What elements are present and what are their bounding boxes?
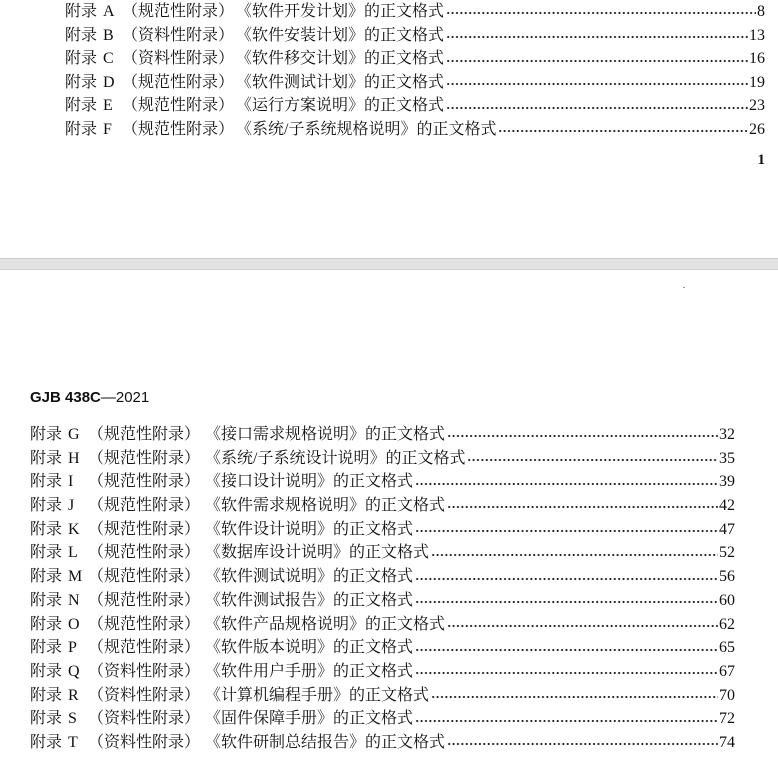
document-page-previous bbox=[0, 0, 778, 258]
appendix-letter: M bbox=[68, 568, 83, 586]
dot-leader bbox=[431, 684, 718, 708]
toc-entry-d bbox=[0, 71, 778, 95]
dot-leader bbox=[415, 589, 718, 613]
toc-entry-k bbox=[0, 518, 778, 542]
appendix-title: 《软件移交计划》的正文格式 bbox=[236, 50, 445, 68]
appendix-title: 《软件开发计划》的正文格式 bbox=[236, 3, 445, 20]
appendix-title: 《接口需求规格说明》的正文格式 bbox=[205, 426, 446, 443]
toc-title-line bbox=[205, 541, 735, 565]
appendix-type: （资料性附录） bbox=[88, 733, 201, 751]
appendix-title: 《数据库设计说明》的正文格式 bbox=[205, 544, 430, 562]
toc-title-line bbox=[205, 684, 735, 708]
toc-title-line bbox=[205, 589, 735, 613]
appendix-letter: N bbox=[68, 591, 80, 609]
appendix-letter: D bbox=[103, 73, 115, 91]
appendix-title: 《软件需求规格说明》的正文格式 bbox=[205, 497, 446, 515]
appendix-letter: A bbox=[103, 3, 115, 20]
appendix-letter: E bbox=[103, 97, 113, 115]
page-reference: 67 bbox=[719, 662, 735, 680]
appendix-label: 附录 bbox=[30, 520, 63, 538]
toc-entry-b bbox=[0, 24, 778, 48]
page-reference: 60 bbox=[719, 591, 735, 609]
page-reference: 19 bbox=[749, 73, 765, 91]
appendix-letter: F bbox=[103, 120, 112, 138]
appendix-label: 附录 bbox=[30, 449, 63, 467]
appendix-title: 《软件产品规格说明》的正文格式 bbox=[205, 615, 446, 633]
appendix-letter: L bbox=[68, 544, 78, 562]
toc-title-line bbox=[236, 118, 765, 142]
appendix-type: （规范性附录） bbox=[88, 449, 201, 467]
appendix-type: （规范性附录） bbox=[122, 97, 235, 115]
appendix-title: 《软件研制总结报告》的正文格式 bbox=[205, 733, 446, 751]
toc-title-line bbox=[205, 470, 735, 494]
dot-leader bbox=[415, 707, 718, 731]
appendix-title: 《接口设计说明》的正文格式 bbox=[205, 473, 414, 491]
appendix-letter: K bbox=[68, 520, 80, 538]
dot-leader bbox=[446, 47, 748, 71]
appendix-letter: T bbox=[68, 733, 78, 751]
toc-entry-m bbox=[0, 565, 778, 589]
dot-leader bbox=[446, 94, 748, 118]
dot-leader bbox=[415, 565, 718, 589]
appendix-type: （规范性附录） bbox=[88, 568, 201, 586]
appendix-letter: R bbox=[68, 686, 79, 704]
appendix-type: （规范性附录） bbox=[88, 497, 201, 515]
toc-title-line bbox=[205, 707, 735, 731]
appendix-title: 《软件测试报告》的正文格式 bbox=[205, 591, 414, 609]
toc-list bbox=[0, 423, 778, 755]
appendix-label: 附录 bbox=[30, 662, 63, 680]
scan-speck bbox=[683, 287, 685, 288]
page-reference: 70 bbox=[719, 686, 735, 704]
toc-entry-s bbox=[0, 707, 778, 731]
appendix-label: 附录 bbox=[30, 426, 63, 443]
dot-leader bbox=[415, 660, 718, 684]
page-number: 1 bbox=[757, 152, 765, 168]
appendix-type: （规范性附录） bbox=[122, 73, 235, 91]
toc-entry-l bbox=[0, 541, 778, 565]
appendix-letter: J bbox=[68, 497, 75, 515]
toc-title-line bbox=[236, 24, 765, 48]
toc-entry-q bbox=[0, 660, 778, 684]
page-reference: 32 bbox=[719, 426, 735, 443]
dot-leader bbox=[447, 731, 718, 755]
appendix-label: 附录 bbox=[30, 544, 63, 562]
toc-title-line bbox=[205, 423, 735, 447]
toc-title-line bbox=[205, 636, 735, 660]
page-separator bbox=[0, 258, 778, 270]
appendix-type: （规范性附录） bbox=[88, 473, 201, 491]
appendix-title: 《运行方案说明》的正文格式 bbox=[236, 97, 445, 115]
dot-leader bbox=[431, 541, 718, 565]
dot-leader bbox=[446, 0, 756, 24]
appendix-type: （规范性附录） bbox=[88, 520, 201, 538]
toc-entry-e bbox=[0, 94, 778, 118]
standard-code: GJB 438C bbox=[30, 389, 101, 406]
appendix-letter: H bbox=[68, 449, 80, 467]
toc-list bbox=[0, 0, 778, 142]
page-reference: 52 bbox=[719, 544, 735, 562]
page-reference: 56 bbox=[719, 568, 735, 586]
appendix-label: 附录 bbox=[30, 686, 63, 704]
appendix-label: 附录 bbox=[30, 591, 63, 609]
standard-code-header bbox=[30, 389, 149, 407]
toc-entry-h bbox=[0, 447, 778, 471]
toc-title-line bbox=[236, 94, 765, 118]
appendix-letter: G bbox=[68, 426, 80, 443]
dot-leader bbox=[446, 71, 748, 95]
appendix-label: 附录 bbox=[30, 473, 63, 491]
toc-title-line bbox=[205, 613, 735, 637]
dot-leader bbox=[415, 636, 718, 660]
appendix-label: 附录 bbox=[30, 497, 63, 515]
appendix-label: 附录 bbox=[30, 639, 63, 657]
appendix-label: 附录 bbox=[65, 50, 98, 68]
appendix-type: （规范性附录） bbox=[88, 426, 201, 443]
page-reference: 35 bbox=[719, 449, 735, 467]
appendix-type: （规范性附录） bbox=[88, 639, 201, 657]
dot-leader bbox=[447, 613, 718, 637]
dot-leader bbox=[447, 423, 718, 447]
appendix-title: 《系统/子系统规格说明》的正文格式 bbox=[236, 120, 497, 138]
appendix-label: 附录 bbox=[30, 568, 63, 586]
appendix-label: 附录 bbox=[30, 710, 63, 728]
dot-leader bbox=[447, 494, 718, 518]
document-page-current bbox=[0, 270, 778, 763]
toc-title-line bbox=[205, 731, 735, 755]
appendix-type: （规范性附录） bbox=[88, 615, 201, 633]
appendix-letter: O bbox=[68, 615, 80, 633]
appendix-type: （规范性附录） bbox=[88, 544, 201, 562]
appendix-letter: P bbox=[68, 639, 77, 657]
toc-title-line bbox=[205, 494, 735, 518]
page-reference: 62 bbox=[719, 615, 735, 633]
toc-entry-g bbox=[0, 423, 778, 447]
appendix-title: 《软件用户手册》的正文格式 bbox=[205, 662, 414, 680]
appendix-type: （资料性附录） bbox=[122, 26, 235, 44]
toc-entry-t bbox=[0, 731, 778, 755]
appendix-type: （资料性附录） bbox=[122, 50, 235, 68]
page-reference: 47 bbox=[719, 520, 735, 538]
toc-title-line bbox=[205, 518, 735, 542]
appendix-type: （规范性附录） bbox=[88, 591, 201, 609]
appendix-label: 附录 bbox=[65, 3, 98, 20]
appendix-label: 附录 bbox=[30, 733, 63, 751]
page-reference: 39 bbox=[719, 473, 735, 491]
page-reference: 72 bbox=[719, 710, 735, 728]
appendix-type: （资料性附录） bbox=[88, 662, 201, 680]
appendix-label: 附录 bbox=[65, 120, 98, 138]
toc-entry-c bbox=[0, 47, 778, 71]
toc-title-line bbox=[205, 660, 735, 684]
page-reference: 26 bbox=[749, 120, 765, 138]
toc-title-line bbox=[236, 0, 765, 24]
appendix-title: 《系统/子系统设计说明》的正文格式 bbox=[205, 449, 466, 467]
toc-entry-r bbox=[0, 684, 778, 708]
appendix-letter: C bbox=[103, 50, 114, 68]
appendix-title: 《软件版本说明》的正文格式 bbox=[205, 639, 414, 657]
dot-leader bbox=[498, 118, 748, 142]
appendix-letter: Q bbox=[68, 662, 80, 680]
dot-leader bbox=[467, 447, 718, 471]
toc-entry-a bbox=[0, 0, 778, 24]
standard-year: —2021 bbox=[100, 389, 150, 406]
appendix-title: 《计算机编程手册》的正文格式 bbox=[205, 686, 430, 704]
page-reference: 74 bbox=[719, 733, 735, 751]
dot-leader bbox=[415, 470, 718, 494]
appendix-title: 《固件保障手册》的正文格式 bbox=[205, 710, 414, 728]
appendix-label: 附录 bbox=[65, 26, 98, 44]
appendix-type: （资料性附录） bbox=[88, 686, 201, 704]
appendix-title: 《软件设计说明》的正文格式 bbox=[205, 520, 414, 538]
appendix-label: 附录 bbox=[65, 73, 98, 91]
appendix-title: 《软件测试说明》的正文格式 bbox=[205, 568, 414, 586]
toc-entry-p bbox=[0, 636, 778, 660]
appendix-letter: B bbox=[103, 26, 114, 44]
page-reference: 13 bbox=[749, 26, 765, 44]
page-reference: 65 bbox=[719, 639, 735, 657]
page-reference: 8 bbox=[757, 3, 765, 20]
toc-entry-i bbox=[0, 470, 778, 494]
toc-entry-n bbox=[0, 589, 778, 613]
toc-entry-f bbox=[0, 118, 778, 142]
appendix-type: （资料性附录） bbox=[88, 710, 201, 728]
page-reference: 42 bbox=[719, 497, 735, 515]
toc-title-line bbox=[205, 565, 735, 589]
appendix-letter: I bbox=[68, 473, 74, 491]
dot-leader bbox=[446, 24, 748, 48]
appendix-label: 附录 bbox=[65, 97, 98, 115]
toc-title-line bbox=[205, 447, 735, 471]
appendix-type: （规范性附录） bbox=[122, 3, 235, 20]
page-reference: 16 bbox=[749, 50, 765, 68]
page-reference: 23 bbox=[749, 97, 765, 115]
toc-entry-j bbox=[0, 494, 778, 518]
appendix-type: （规范性附录） bbox=[122, 120, 235, 138]
toc-entry-o bbox=[0, 613, 778, 637]
appendix-title: 《软件测试计划》的正文格式 bbox=[236, 73, 445, 91]
toc-title-line bbox=[236, 47, 765, 71]
appendix-title: 《软件安装计划》的正文格式 bbox=[236, 26, 445, 44]
appendix-label: 附录 bbox=[30, 615, 63, 633]
toc-title-line bbox=[236, 71, 765, 95]
appendix-letter: S bbox=[68, 710, 77, 728]
dot-leader bbox=[415, 518, 718, 542]
